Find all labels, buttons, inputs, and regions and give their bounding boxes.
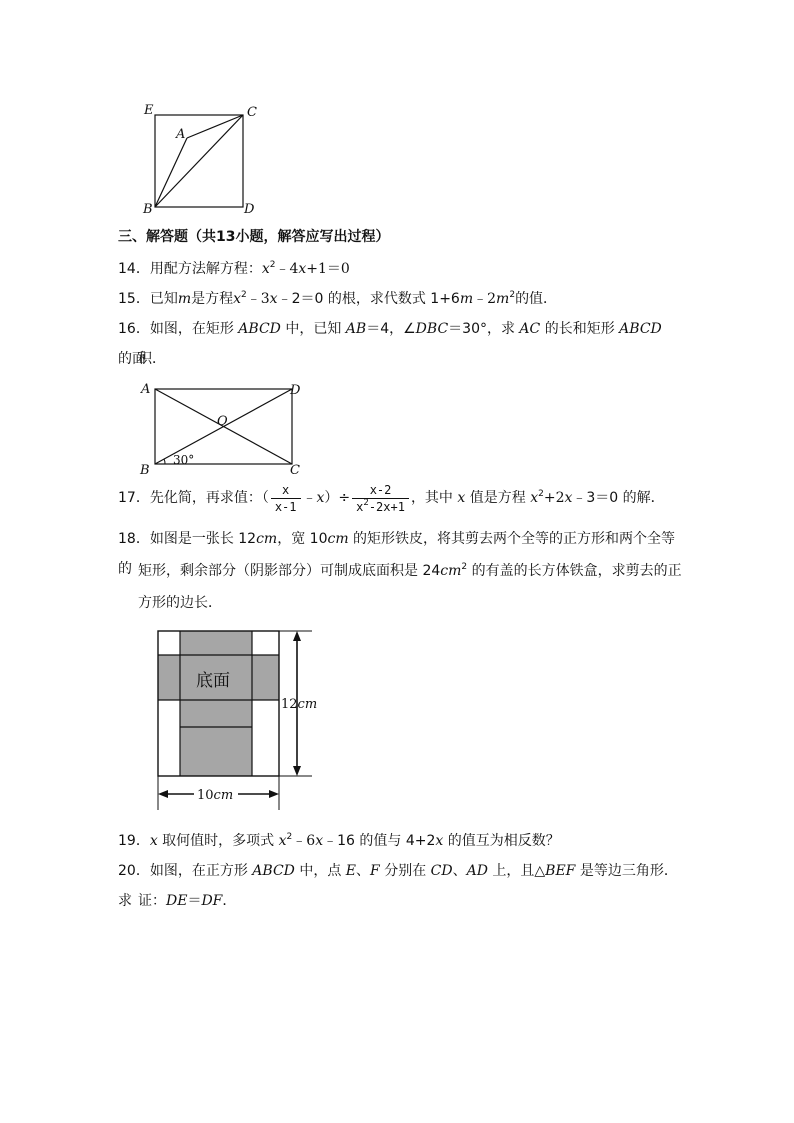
label-d: D [290, 383, 301, 398]
q17-t5: 值是方程 [465, 490, 531, 506]
q15-x2: x [269, 291, 278, 307]
q18-t6: 方形的边长． [138, 595, 222, 611]
q17-x2: x [457, 490, 466, 506]
label-e: E [144, 103, 154, 118]
q16-t6: 的面 [118, 351, 146, 367]
q17-f2-bot-b: -2x+1 [368, 499, 405, 514]
q15-t4: ﹣2＝0 的根，求代数式 1+6 [277, 291, 460, 307]
q18-cm3: cm [440, 563, 462, 579]
q18-number: 18． [118, 531, 150, 547]
angle-label: 30° [173, 453, 195, 467]
height-label-num: 12 [281, 697, 298, 712]
height-arrow-bottom [293, 766, 301, 776]
q15-number: 15． [118, 291, 150, 307]
q16-abcd2: ABCD [619, 321, 662, 337]
q20-t7: 是等边三角形．求 [118, 863, 678, 909]
q15-t6: 的值． [515, 291, 558, 307]
q17-f1-top: x [271, 482, 301, 499]
q20-e: E [345, 863, 357, 879]
height-arrow-top [293, 631, 301, 641]
q14-x2: x [298, 261, 307, 277]
q19-t4: 的值互为相反数？ [443, 833, 560, 849]
q14-x: x [261, 261, 270, 277]
q17-sup: 2 [538, 489, 544, 499]
q20-cd: CD [430, 863, 453, 879]
q17-t6: +2 [543, 490, 565, 506]
q17-t1: 先化简，再求值：（ [149, 490, 269, 506]
q20-t5: 、 [452, 863, 467, 879]
height-label [281, 697, 317, 712]
q20-f: F [370, 863, 380, 879]
q17-number: 17． [118, 490, 150, 506]
q15-m2: m [459, 291, 474, 307]
q16-ab: AB [345, 321, 367, 337]
q20-t2: 中，点 [294, 863, 346, 879]
q17-fraction-1 [271, 482, 301, 515]
q19-x3: x [315, 833, 324, 849]
q14-number: 14． [118, 261, 150, 277]
q16-dbc: DBC [415, 321, 449, 337]
q14-sup: 2 [269, 260, 276, 270]
q17-f2-bot [352, 499, 409, 515]
q18-t3: 的矩形铁皮，将其剪去两个全等的正方形和两个全等的 [118, 531, 676, 577]
q20-t10: ． [222, 893, 237, 909]
q17-f2-bot-a: x [356, 499, 364, 514]
q20-t9: ＝ [187, 893, 202, 909]
q20-t3: 、 [356, 863, 371, 879]
q17-f1-bot: x-1 [274, 499, 297, 514]
q20-df: DF [201, 893, 223, 909]
q16-ac: AC [519, 321, 541, 337]
q18-t5: 的有盖的长方体铁盒，求剪去的正 [467, 563, 682, 579]
height-label-unit: cm [297, 697, 318, 712]
square-figure [140, 100, 270, 218]
q17-t2: ﹣ [302, 490, 317, 506]
segment-bc [155, 115, 243, 207]
angle-arc [164, 459, 165, 464]
question-14 [118, 254, 678, 284]
q15-t1: 已知 [149, 291, 178, 307]
q19-x2: x [278, 833, 287, 849]
q17-t7: ﹣3＝0 的解． [572, 490, 665, 506]
q19-x: x [149, 833, 158, 849]
q15-sup2: 2 [509, 290, 516, 300]
q18-sup: 2 [461, 562, 468, 572]
q15-t3: ﹣3 [246, 291, 270, 307]
q15-t5: ﹣2 [473, 291, 497, 307]
width-label-num: 10 [197, 788, 214, 803]
q19-number: 19． [118, 833, 150, 849]
q18-t2: ，宽 10 [277, 531, 328, 547]
q19-x4: x [435, 833, 444, 849]
q14-eq-d: +1＝0 [306, 261, 350, 277]
q20-ad: AD [466, 863, 488, 879]
shaded-top [180, 631, 252, 655]
rectangle-figure [138, 378, 310, 478]
q20-de: DE [166, 893, 188, 909]
q19-sup: 2 [286, 832, 293, 842]
q18-t1: 如图是一张长 12 [149, 531, 257, 547]
label-a: A [176, 127, 186, 142]
label-c: C [247, 105, 257, 120]
q20-number: 20． [118, 863, 150, 879]
segment-ba [155, 138, 187, 207]
label-a: A [141, 382, 151, 397]
q18-t4: 矩形，剩余部分（阴影部分）可制成底面积是 24 [138, 563, 441, 579]
q16-t3: ＝4，∠ [366, 321, 416, 337]
q15-t2: 是方程 [191, 291, 234, 307]
q15-m: m [177, 291, 192, 307]
q15-m3: m [496, 291, 510, 307]
question-18-line3 [138, 588, 698, 618]
label-o: O [217, 414, 228, 429]
question-19 [118, 826, 678, 856]
q17-t4: ，其中 [410, 490, 458, 506]
question-17 [118, 480, 678, 516]
q20-t6: 上，且△ [487, 863, 546, 879]
label-d: D [244, 202, 255, 217]
segment-ac [187, 115, 243, 138]
label-b: B [140, 463, 150, 478]
q16-t7: 积． [138, 351, 166, 367]
width-arrow-left [158, 790, 168, 798]
q18-cm1: cm [256, 531, 278, 547]
label-b: B [143, 202, 153, 217]
shaded-middle [180, 700, 252, 727]
q17-fraction-2 [352, 482, 409, 515]
q16-t5: 的长和矩形 [540, 321, 620, 337]
question-15 [118, 284, 678, 314]
q14-eq-b: ﹣4 [275, 261, 299, 277]
width-label [197, 788, 233, 803]
label-c: C [290, 463, 300, 478]
q17-f2-top: x-2 [352, 482, 409, 499]
q19-t2: ﹣6 [292, 833, 316, 849]
q20-abcd: ABCD [252, 863, 295, 879]
q19-t1: 取何值时，多项式 [157, 833, 279, 849]
section-heading: 三、解答题（共13小题，解答应写出过程） [118, 229, 390, 245]
q16-t4: ＝30°，求 [448, 321, 520, 337]
q14-text: 用配方法解方程： [149, 261, 262, 277]
question-20-line2 [138, 886, 698, 916]
q16-abcd: ABCD [238, 321, 281, 337]
iron-sheet-figure [150, 624, 340, 814]
width-label-unit: cm [213, 788, 234, 803]
q18-cm2: cm [327, 531, 349, 547]
q19-t3: ﹣16 的值与 4+2 [323, 833, 436, 849]
base-label: 底面 [196, 671, 230, 691]
q20-t1: 如图，在正方形 [149, 863, 253, 879]
q17-x3: x [530, 490, 539, 506]
q16-number: 16． [118, 321, 150, 337]
q16-t2: 中，已知 [280, 321, 346, 337]
q20-bef: BEF [545, 863, 576, 879]
q20-t8: 证： [138, 893, 166, 909]
shaded-bottom [180, 727, 252, 776]
q15-sup1: 2 [241, 290, 247, 300]
q17-f2-bot-sup: 2 [363, 497, 369, 508]
question-16-cont [138, 344, 698, 374]
width-arrow-right [269, 790, 279, 798]
q17-x4: x [564, 490, 573, 506]
question-18-line2 [138, 556, 698, 586]
q17-x: x [316, 490, 325, 506]
q20-t4: 分别在 [379, 863, 431, 879]
q17-t3: ）÷ [324, 490, 351, 506]
q15-x1: x [233, 291, 242, 307]
q16-t1: 如图，在矩形 [149, 321, 239, 337]
